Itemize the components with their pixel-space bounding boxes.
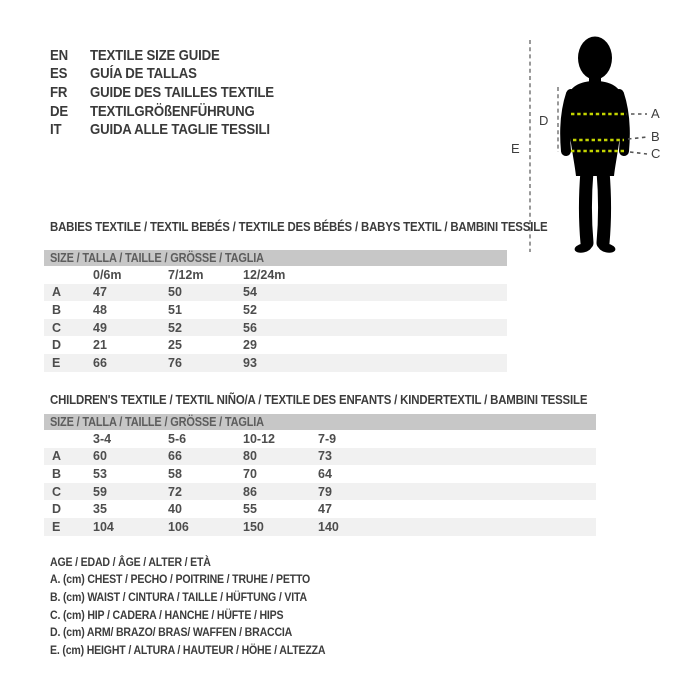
row-label-cell: E xyxy=(52,519,61,534)
column-header-cell: 3-4 xyxy=(93,431,112,446)
row-label-cell: C xyxy=(52,320,62,335)
size-value-cell: 93 xyxy=(243,355,257,370)
silhouette-left-arm xyxy=(565,94,571,151)
size-value-cell: 52 xyxy=(243,302,257,317)
legend-item-chest: A. (cm) CHEST / PECHO / POITRINE / TRUHE / PETTO xyxy=(50,572,311,587)
size-value-cell: 106 xyxy=(168,519,189,534)
size-value-cell: 56 xyxy=(243,320,257,335)
table-row xyxy=(44,465,596,483)
column-header-row xyxy=(44,430,596,448)
size-value-cell: 86 xyxy=(243,484,257,499)
table-row xyxy=(44,336,507,354)
table-row xyxy=(44,354,507,372)
size-value-cell: 80 xyxy=(243,449,257,464)
row-label-cell: A xyxy=(52,285,62,300)
table-row xyxy=(44,483,596,501)
row-label-cell: C xyxy=(52,484,62,499)
silhouette-right-arm xyxy=(619,94,625,151)
language-code: IT xyxy=(50,121,62,139)
language-title: TEXTILE SIZE GUIDE xyxy=(90,46,220,64)
row-label-cell: A xyxy=(52,449,62,464)
language-title: GUIDA ALLE TAGLIE TESSILI xyxy=(90,121,270,139)
legend-item-arm: D. (cm) ARM/ BRAZO/ BRAS/ WAFFEN / BRACCIA xyxy=(50,625,293,640)
size-value-cell: 52 xyxy=(168,320,182,335)
language-title: TEXTILGRÖßENFÜHRUNG xyxy=(90,102,255,120)
size-value-cell: 54 xyxy=(243,285,257,300)
size-value-cell: 104 xyxy=(93,519,114,534)
language-row-es xyxy=(50,65,299,84)
children-section-heading: CHILDREN'S TEXTILE / TEXTIL NIÑO/A / TEXTILE DES ENFANTS / KINDERTEXTIL / BAMBINI TESSILE xyxy=(50,392,588,407)
measure-leader-c xyxy=(630,152,647,154)
size-value-cell: 51 xyxy=(168,302,182,317)
size-value-cell: 40 xyxy=(168,502,182,517)
size-value-cell: 29 xyxy=(243,338,257,353)
table-row xyxy=(44,448,596,466)
measurement-legend xyxy=(50,553,363,659)
row-label-cell: D xyxy=(52,338,62,353)
legend-item-waist: B. (cm) WAIST / CINTURA / TAILLE / HÜFTUNG / VITA xyxy=(50,589,307,604)
size-value-cell: 70 xyxy=(243,466,257,481)
language-code: ES xyxy=(50,65,68,83)
column-header-cell: 7/12m xyxy=(168,267,204,282)
column-header-row xyxy=(44,266,507,284)
legend-item-height: E. (cm) HEIGHT / ALTURA / HAUTEUR / HÖHE / ALTEZZA xyxy=(50,642,326,657)
row-label-cell: E xyxy=(52,355,61,370)
size-value-cell: 53 xyxy=(93,466,107,481)
language-title: GUIDE DES TAILLES TEXTILE xyxy=(90,83,274,101)
size-value-cell: 49 xyxy=(93,320,107,335)
column-header-cell: 5-6 xyxy=(168,431,187,446)
size-value-cell: 66 xyxy=(93,355,107,370)
language-title: GUÍA DE TALLAS xyxy=(90,65,197,83)
legend-item-hip: C. (cm) HIP / CADERA / HANCHE / HÜFTE / HIPS xyxy=(50,607,284,622)
column-header-cell: 0/6m xyxy=(93,267,122,282)
measure-label-d: D xyxy=(539,113,549,128)
row-label-cell: B xyxy=(52,302,62,317)
row-label-cell: D xyxy=(52,502,62,517)
size-value-cell: 66 xyxy=(168,449,182,464)
size-value-cell: 72 xyxy=(168,484,182,499)
row-label-cell: B xyxy=(52,466,62,481)
language-code: DE xyxy=(50,102,68,120)
size-value-cell: 60 xyxy=(93,449,107,464)
language-row-en xyxy=(50,46,299,65)
size-value-cell: 35 xyxy=(93,502,107,517)
size-value-cell: 64 xyxy=(318,466,332,481)
measure-label-a: A xyxy=(651,106,660,121)
babies-size-table xyxy=(44,250,507,372)
size-value-cell: 150 xyxy=(243,519,264,534)
language-row-it xyxy=(50,120,299,139)
children-size-table xyxy=(44,414,596,536)
measure-label-b: B xyxy=(651,129,660,144)
size-value-cell: 79 xyxy=(318,484,332,499)
size-header-band: SIZE / TALLA / TAILLE / GRÖSSE / TAGLIA xyxy=(44,250,507,266)
size-value-cell: 55 xyxy=(243,502,257,517)
size-value-cell: 47 xyxy=(93,285,107,300)
size-header-band: SIZE / TALLA / TAILLE / GRÖSSE / TAGLIA xyxy=(44,414,596,430)
table-row xyxy=(44,319,507,337)
table-row xyxy=(44,500,596,518)
language-code: FR xyxy=(50,83,68,101)
size-value-cell: 50 xyxy=(168,285,182,300)
size-value-cell: 58 xyxy=(168,466,182,481)
size-value-cell: 59 xyxy=(93,484,107,499)
size-value-cell: 140 xyxy=(318,519,339,534)
language-code: EN xyxy=(50,46,68,64)
table-row xyxy=(44,284,507,302)
size-value-cell: 76 xyxy=(168,355,182,370)
size-value-cell: 25 xyxy=(168,338,182,353)
language-row-fr xyxy=(50,83,299,102)
size-value-cell: 47 xyxy=(318,502,332,517)
column-header-cell: 7-9 xyxy=(318,431,337,446)
size-value-cell: 48 xyxy=(93,302,107,317)
size-value-cell: 73 xyxy=(318,449,332,464)
legend-age-line: AGE / EDAD / ÂGE / ALTER / ETÀ xyxy=(50,554,211,569)
size-value-cell: 21 xyxy=(93,338,107,353)
measure-label-c: C xyxy=(651,146,661,161)
babies-section-heading: BABIES TEXTILE / TEXTIL BEBÉS / TEXTILE DES BÉBÉS / BABYS TEXTIL / BAMBINI TESSILE xyxy=(50,219,548,234)
language-row-de xyxy=(50,102,299,121)
column-header-cell: 12/24m xyxy=(243,267,286,282)
measure-label-e: E xyxy=(511,141,520,156)
table-row xyxy=(44,301,507,319)
table-row xyxy=(44,518,596,536)
language-list xyxy=(50,46,299,139)
measure-leader-b xyxy=(628,137,647,139)
column-header-cell: 10-12 xyxy=(243,431,275,446)
